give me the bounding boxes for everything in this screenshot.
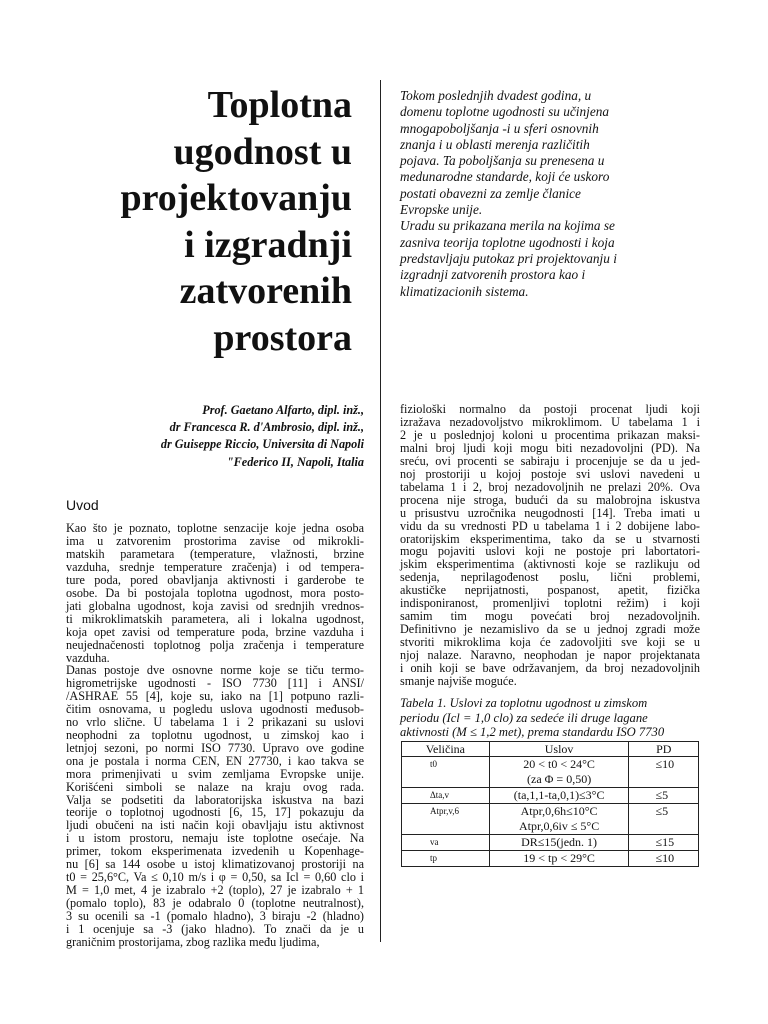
comfort-conditions-table bbox=[401, 741, 699, 867]
text-line: vidu da su vrednosti PD u tabelama 1 i 2 dobijene labo- bbox=[400, 518, 700, 533]
column-divider bbox=[380, 80, 381, 942]
text-line: indisponiranost, promenljivi toplotni režim) i koji bbox=[400, 596, 700, 611]
table-caption bbox=[400, 696, 700, 740]
table-row bbox=[402, 788, 699, 804]
text-line: mogu pojaviti uslovi koji ne postoje pri labortatori- bbox=[400, 544, 700, 559]
text-line: fiziološki normalno da postoji procenat ljudi koji bbox=[400, 402, 700, 416]
abstract-line: medunarodne standarde, koji će uskoro bbox=[400, 169, 610, 185]
condition-line: Atpr,0,6h≤10°C bbox=[520, 804, 598, 818]
title-line: zatvorenih bbox=[179, 270, 352, 312]
text-line: 3 su ocenili sa -1 (pomalo hladno), 3 biraju -2 (hladno) bbox=[66, 909, 364, 924]
text-line: jskim eksperimentima (aktivnosti koje se razlikuju od bbox=[400, 557, 700, 572]
title-line: i izgradnji bbox=[184, 223, 352, 266]
cell-condition bbox=[489, 788, 629, 804]
caption-line: Tabela 1. Uslovi za toplotnu ugodnost u zimskom bbox=[400, 696, 648, 710]
text-line: sedenja, neprilagođenost poslu, lični problemi, bbox=[400, 570, 700, 585]
text-line: sreću, ovi procenti se sabiraju i procenjuje se da u jed- bbox=[400, 453, 700, 468]
text-line: koja opet zavisi od temperature poda, brzine vazduha i bbox=[66, 624, 364, 639]
text-line: izražava nezadovoljstvo mikroklimom. U tabelama 1 i bbox=[400, 414, 700, 429]
text-line: jati globalna ugodnost, koja zavisi od srednjih vrednos- bbox=[66, 598, 364, 613]
cell-quantity: Δta,v bbox=[402, 788, 490, 804]
cell-pd: ≤15 bbox=[629, 835, 699, 851]
header-pd: PD bbox=[629, 742, 699, 757]
text-line: ljudi obučeni na isti način koji obavljaju istu aktivnost bbox=[66, 818, 364, 833]
condition-line: (za Φ = 0,50) bbox=[527, 772, 592, 786]
text-line: oratorijskim eksperimentima, tako da se u stvarnosti bbox=[400, 531, 700, 546]
abstract-line: klimatizacionih sistema. bbox=[400, 283, 529, 299]
cell-quantity: t0 bbox=[402, 757, 490, 788]
text-line: neujednačenosti toplotnog polja zračenja i temperature bbox=[66, 637, 364, 652]
table-header-row bbox=[402, 742, 699, 757]
abstract-line: pojava. Ta poboljšanja su prenesena u bbox=[400, 153, 605, 169]
text-line: i onih koji se bave održavanjem, da broj nezadovoljnih bbox=[400, 661, 700, 676]
abstract-line: predstavljaju putokaz pri projektovanju i bbox=[400, 250, 617, 266]
condition-line: DR≤15(jedn. 1) bbox=[521, 835, 598, 849]
condition-line: 19 < tp < 29°C bbox=[523, 851, 595, 865]
cell-quantity: Atpr,v,6 bbox=[402, 804, 490, 835]
text-line: /ASHRAE 55 [4], koje su, iako na [1] potpuno razli- bbox=[66, 688, 364, 703]
header-quantity: Veličina bbox=[402, 742, 490, 757]
cell-pd: ≤5 bbox=[629, 804, 699, 835]
text-line: nu [6] sa 144 osobe u istoj klimatizovanoj prostoriji na bbox=[66, 857, 364, 872]
article-title bbox=[60, 82, 352, 361]
text-line: ima u zatvorenim prostorima zavise od mikrokli- bbox=[66, 533, 364, 548]
text-line: vazduha, srednje temperature zračenja) i od tempera- bbox=[66, 559, 364, 574]
table-row bbox=[402, 757, 699, 788]
cell-quantity: va bbox=[402, 835, 490, 851]
text-line: tabelama 1 i 2, broj nezadovoljnih ne prelazi 20%. Ova bbox=[400, 479, 700, 494]
cell-pd: ≤10 bbox=[629, 757, 699, 788]
abstract-line: izgradnji zatvorenih prostora kao i bbox=[400, 267, 586, 283]
text-line: osobe. Da bi postojala toplotna ugodnost, mora posto- bbox=[66, 585, 364, 600]
text-line: i u istom prostoru, nemaju iste toplotne osećaje. Na bbox=[66, 831, 364, 846]
text-line: 2 je u poslednjoj koloni u procentima prikazan maksi- bbox=[400, 427, 700, 442]
text-line: letnjoj sezoni, po normi ISO 7730. Upravo ove godine bbox=[66, 740, 364, 755]
text-line: Kao što je poznato, toplotne senzacije koje jedna osoba bbox=[66, 521, 364, 535]
text-line: akustičke neprijatnosti, pospanost, apetit, fizička bbox=[400, 583, 700, 598]
text-line: Definitivno je nezamislivo da se u jednoj zgradi može bbox=[400, 622, 700, 637]
author-line: dr Guiseppe Riccio, Universita di Napoli bbox=[160, 437, 364, 452]
table-row bbox=[402, 835, 699, 851]
condition-line: (ta,1,1-ta,0,1)≤3°C bbox=[513, 788, 605, 802]
text-line: matskih parametara (temperature, vlažnosti, brzine bbox=[66, 546, 364, 561]
caption-line: periodu (Icl = 1,0 clo) za sedeće ili druge lagane bbox=[400, 710, 648, 725]
text-line: neophodni za toplotnu ugodnost, u zimskoj kao i bbox=[66, 727, 364, 742]
caption-line: aktivnosti (M ≤ 1,2 met), prema standardu ISO 7730 bbox=[400, 725, 665, 739]
right-column-paragraph bbox=[400, 403, 700, 688]
cell-condition bbox=[489, 835, 629, 851]
abstract-line: znanja i u oblasti merenja različitih bbox=[400, 136, 590, 152]
text-line: malni broj ljudi koji mogu biti nezadovoljni (PD). Na bbox=[400, 440, 700, 455]
author-line: "Federico II, Napoli, Italia bbox=[226, 454, 364, 469]
text-line: M = 1,0 met, 4 je izabralo +2 (toplo), 27 je izabralo + 1 bbox=[66, 883, 364, 898]
text-line: u prisustvu uzročnika neugodnosti [14]. Treba imati u bbox=[400, 505, 700, 520]
text-line: graničnim prostorijama, zbog razlika među ljudima, bbox=[66, 935, 320, 950]
author-block bbox=[60, 402, 364, 471]
text-line: ti mikroklimatskih parametera, ali i lokalna ugodnost, bbox=[66, 611, 364, 626]
text-line: mora primenjivati u svim zemljama Evropske unije. bbox=[66, 766, 364, 781]
title-line: ugodnost u bbox=[173, 130, 352, 173]
text-line: Danas postoje dve osnovne norme koje se tiču termo- bbox=[66, 663, 364, 677]
text-line: ture poda, pored obavljanja aktivnosti i garderobe te bbox=[66, 572, 364, 587]
cell-pd: ≤10 bbox=[629, 851, 699, 867]
condition-line: Atpr,0,6iv ≤ 5°C bbox=[518, 819, 600, 833]
author-line: Prof. Gaetano Alfarto, dipl. inž., bbox=[202, 403, 364, 417]
cell-pd: ≤5 bbox=[629, 788, 699, 804]
text-line: stvoriti mikroklima koja će zadovoljiti sve koji se u bbox=[400, 635, 700, 650]
intro-paragraph-1 bbox=[66, 522, 364, 664]
text-line: čitim osnovama, u pogledu uslova ugodnosti međusob- bbox=[66, 701, 364, 716]
text-line: ona je postala i norma CEN, EN 27730, i kao takva se bbox=[66, 753, 364, 768]
text-line: Korišćeni simboli se nalaze na kraju ovog rada. bbox=[66, 779, 364, 794]
text-line: no vrlo slične. U tabelama 1 i 2 prikazani su uslovi bbox=[66, 714, 364, 729]
author-line: dr Francesca R. d'Ambrosio, dipl. inž., bbox=[169, 420, 364, 435]
text-line: i 1 ocenjuje sa -3 (jako hladno). To znači da je u bbox=[66, 922, 364, 937]
text-line: primer, tokom eksperimenata izvedenih u Kopenhage- bbox=[66, 844, 364, 859]
text-line: higrometrijske ugodnosti - ISO 7730 [11] i ANSI/ bbox=[66, 675, 364, 690]
table-row bbox=[402, 851, 699, 867]
abstract-line: Evropske unije. bbox=[400, 202, 483, 218]
abstract-line: Uradu su prikazana merila na kojima se bbox=[400, 218, 615, 234]
cell-condition bbox=[489, 804, 629, 835]
abstract-line: mnogapoboljšanja -i u sferi osnovnih bbox=[400, 120, 599, 136]
abstract-line: Tokom poslednjih dvadest godina, u bbox=[400, 88, 592, 103]
text-line: Valja se podsetiti da laboratorijska iskustva na bazi bbox=[66, 792, 364, 807]
text-line: vazduha. bbox=[66, 650, 110, 665]
cell-condition bbox=[489, 851, 629, 867]
text-line: noj prostoriji u kojoj postoje svi uslovi navedeni u bbox=[400, 466, 700, 481]
title-line: prostora bbox=[213, 316, 352, 359]
abstract-line: zasniva teorija toplotne ugodnosti i koja bbox=[400, 234, 615, 250]
text-line: samim tim mogu povećati broj nezadovoljnih. bbox=[400, 609, 700, 624]
text-line: t0 = 25,6°C, Va ≤ 0,10 m/s i φ = 0,50, sa Icl = 0,60 clo i bbox=[66, 870, 364, 885]
abstract-line: postati obavezni za zemlje članice bbox=[400, 185, 581, 201]
abstract-line: domenu toplotne ugodnosti su učinjena bbox=[400, 104, 610, 120]
title-line: Toplotna bbox=[207, 84, 352, 126]
title-line: projektovanju bbox=[120, 177, 352, 219]
intro-paragraph-2 bbox=[66, 664, 364, 949]
text-line: teorije o toplotnoj ugodnosti [6, 15, 17] pokazuju da bbox=[66, 805, 364, 820]
header-condition: Uslov bbox=[489, 742, 629, 757]
abstract bbox=[400, 88, 680, 300]
text-line: smanje najviše moguće. bbox=[400, 674, 517, 689]
text-line: njoj nalaze. Naravno, neophodan je napor projektanata bbox=[400, 648, 700, 663]
text-line: (pomalo toplo), 83 je odabralo 0 (toplotne neutralnost), bbox=[66, 896, 364, 911]
cell-condition bbox=[489, 757, 629, 788]
text-line: procena nije stroga, budući da su malobrojna iskustva bbox=[400, 492, 700, 507]
condition-line: 20 < t0 < 24°C bbox=[523, 757, 595, 771]
section-heading: Uvod bbox=[66, 497, 99, 513]
table-row bbox=[402, 804, 699, 835]
cell-quantity: tp bbox=[402, 851, 490, 867]
